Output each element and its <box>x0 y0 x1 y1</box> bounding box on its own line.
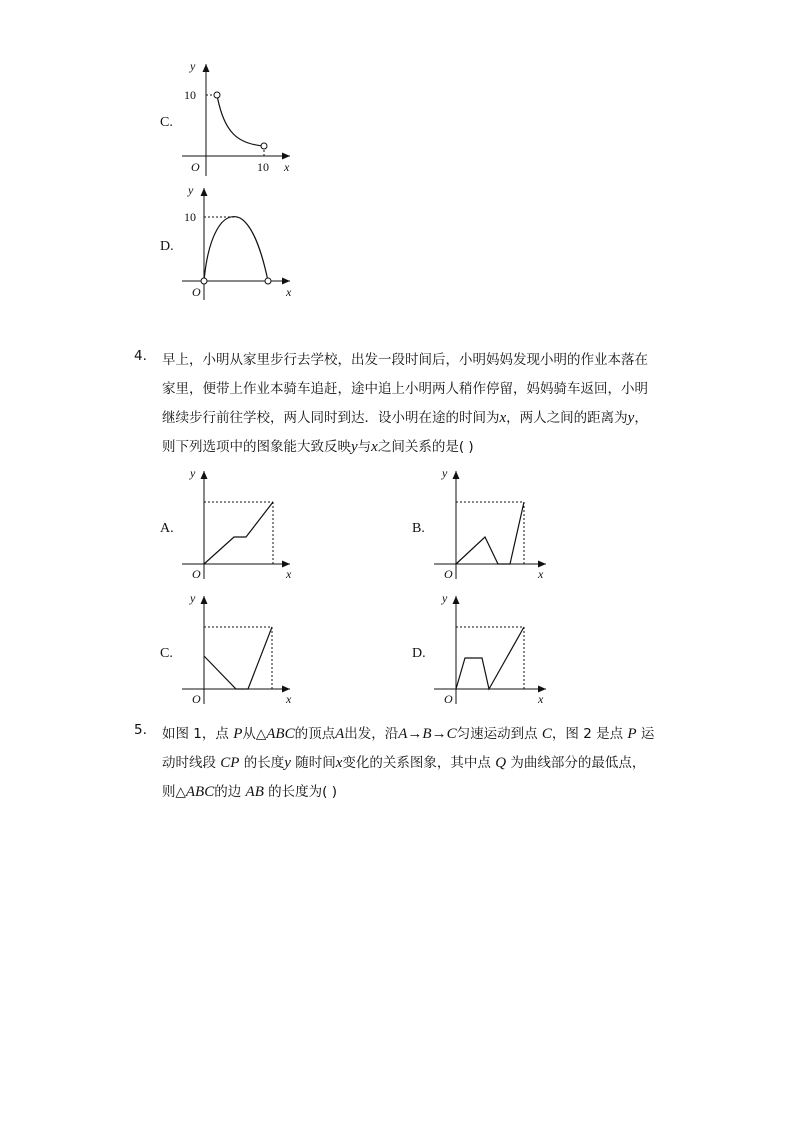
svg-text:x: x <box>538 692 544 706</box>
q3-option-d-graph <box>178 182 298 307</box>
question-line-3: 则△ABC的边 AB 的长度为( ) <box>162 784 337 800</box>
x-axis-arrow <box>282 153 290 160</box>
svg-text:O: O <box>192 567 201 581</box>
distance-line <box>204 502 273 564</box>
question-line-2: 家里，便带上作业本骑车追赶，途中追上小明两人稍作停留，妈妈骑车返回，小明 <box>162 381 648 397</box>
svg-text:O: O <box>444 567 453 581</box>
open-endpoint-right <box>265 278 271 284</box>
question-4 <box>134 348 674 468</box>
x-axis-arrow <box>282 278 290 285</box>
origin-label: O <box>192 285 201 299</box>
x-axis-label: x <box>286 285 292 299</box>
arch-curve <box>204 217 268 281</box>
y-tick-label: 10 <box>184 210 196 224</box>
question-line-1: 早上，小明从家里步行去学校，出发一段时间后，小明妈妈发现小明的作业本落在 <box>162 352 648 368</box>
svg-text:y: y <box>190 591 196 605</box>
question-line-1: 如图 1，点 P从△ABC的顶点A出发，沿A→B→C匀速运动到点 C，图 2 是点 P 运 <box>162 726 655 742</box>
question-number: 4. <box>134 348 147 364</box>
y-axis-arrow <box>203 64 210 72</box>
open-endpoint-left <box>201 278 207 284</box>
question-number: 5. <box>134 722 147 738</box>
question-line-3: 继续步行前往学校，两人同时到达．设小明在途的时间为x，两人之间的距离为y， <box>162 410 648 426</box>
y-axis-arrow <box>201 188 208 196</box>
distance-line <box>456 502 524 564</box>
svg-text:y: y <box>190 466 196 480</box>
svg-text:O: O <box>192 692 201 706</box>
curve <box>217 95 264 146</box>
y-tick-label: 10 <box>184 88 196 102</box>
question-line-2: 动时线段 CP 的长度y 随时间x变化的关系图象，其中点 Q 为曲线部分的最低点， <box>162 755 646 771</box>
q4-option-b-graph <box>430 465 555 585</box>
q4-option-b-label[interactable]: B. <box>412 521 425 536</box>
svg-text:x: x <box>286 567 292 581</box>
q3-option-c-graph <box>178 58 298 183</box>
q3-option-d-label[interactable]: D. <box>160 239 174 254</box>
origin-label: O <box>191 160 200 174</box>
svg-text:x: x <box>538 567 544 581</box>
open-endpoint-right <box>261 143 267 149</box>
q4-option-d-graph <box>430 590 555 710</box>
q4-option-d-label[interactable]: D. <box>412 646 426 661</box>
svg-text:x: x <box>286 692 292 706</box>
svg-text:y: y <box>442 466 448 480</box>
q3-option-c-label[interactable]: C. <box>160 115 173 130</box>
q4-option-a-label[interactable]: A. <box>160 521 174 536</box>
q4-option-c-label[interactable]: C. <box>160 646 173 661</box>
q4-option-a-graph <box>178 465 298 585</box>
q4-option-c-graph <box>178 590 298 710</box>
svg-text:O: O <box>444 692 453 706</box>
x-tick-label: 10 <box>257 160 269 174</box>
y-axis-label: y <box>190 59 196 73</box>
question-line-4: 则下列选项中的图象能大致反映y与x之间关系的是( ) <box>162 439 474 455</box>
question-5 <box>134 722 674 812</box>
distance-line <box>456 627 524 689</box>
y-axis-label: y <box>188 183 194 197</box>
svg-text:y: y <box>442 591 448 605</box>
x-axis-label: x <box>284 160 290 174</box>
open-endpoint-left <box>214 92 220 98</box>
distance-line <box>204 627 272 689</box>
